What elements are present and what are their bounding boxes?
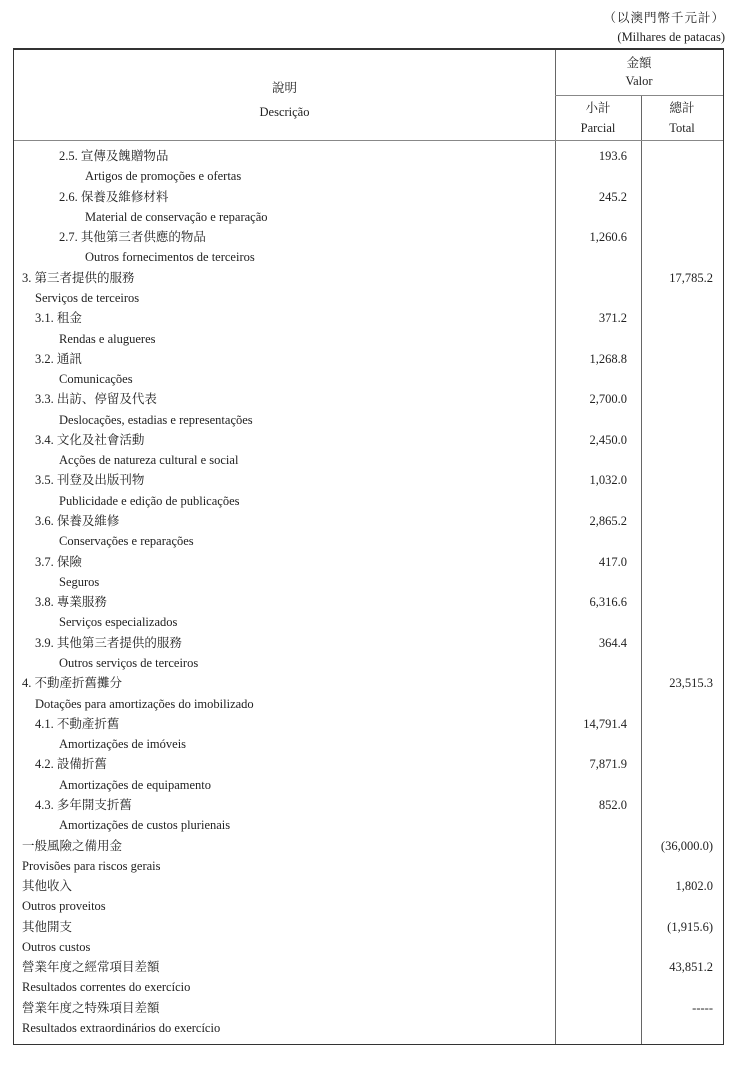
row-description: 3.7. 保險 [35, 554, 82, 569]
row-description: Serviços de terceiros [35, 290, 140, 305]
row-description: 營業年度之經常項目差額 [22, 960, 160, 975]
row-parcial: 1,268.8 [589, 351, 627, 366]
table-row [14, 450, 723, 470]
table-row [14, 247, 723, 267]
header-total [641, 98, 723, 138]
table-row [14, 227, 723, 247]
table-row [14, 653, 723, 673]
header-total-zh: 總計 [669, 101, 695, 115]
row-description: Amortizações de equipamento [59, 777, 212, 792]
table-row [14, 1018, 723, 1038]
row-description: Provisões para riscos gerais [22, 858, 161, 873]
table-row [14, 430, 723, 450]
table-row [14, 836, 723, 856]
row-parcial: 2,865.2 [589, 514, 627, 529]
row-description: Artigos de promoções e ofertas [85, 169, 242, 184]
row-description: 4.1. 不動產折舊 [35, 716, 120, 731]
unit-label-zh: （以澳門幣千元計） [603, 11, 725, 25]
row-description: 3. 第三者提供的服務 [22, 270, 135, 285]
row-description: 2.5. 宣傳及餽贈物品 [59, 149, 169, 163]
table-row [14, 795, 723, 815]
header-divider [14, 140, 723, 141]
table-row [14, 349, 723, 369]
table-row [14, 633, 723, 653]
row-description: Outros serviços de terceiros [59, 656, 199, 670]
table-row [14, 775, 723, 795]
table-row [14, 389, 723, 409]
header-desc-zh: 說明 [271, 81, 297, 95]
row-parcial: 6,316.6 [589, 595, 627, 610]
header-parcial-pt: Parcial [580, 121, 616, 135]
row-parcial: 193.6 [598, 149, 627, 163]
row-description: Comunicações [59, 372, 133, 387]
table-row [14, 187, 723, 207]
table-row [14, 552, 723, 572]
row-description: 3.8. 專業服務 [35, 595, 107, 610]
row-total: ----- [692, 1000, 713, 1015]
row-total: (1,915.6) [667, 919, 713, 934]
row-parcial: 371.2 [598, 311, 627, 326]
table-row [14, 612, 723, 632]
expense-table [13, 48, 724, 1045]
header-parcial [555, 98, 641, 138]
table-row [14, 470, 723, 490]
row-description: Publicidade e edição de publicações [59, 493, 240, 508]
row-total: 23,515.3 [669, 676, 713, 691]
header-divider [555, 95, 723, 96]
table-row [14, 592, 723, 612]
row-description: 3.9. 其他第三者提供的服務 [35, 635, 182, 650]
table-row [14, 511, 723, 531]
row-parcial: 7,871.9 [589, 757, 627, 772]
row-parcial: 852.0 [598, 797, 627, 812]
row-parcial: 364.4 [598, 635, 627, 650]
table-row [14, 856, 723, 876]
row-parcial: 14,791.4 [583, 716, 627, 731]
row-total: 1,802.0 [675, 879, 713, 894]
row-description: 4.2. 設備折舊 [35, 757, 107, 772]
table-row [14, 734, 723, 754]
row-description: 4.3. 多年開支折舊 [35, 797, 132, 812]
row-description: Acções de natureza cultural e social [59, 453, 239, 468]
row-description: Amortizações de imóveis [59, 737, 187, 752]
row-description: Conservações e reparações [59, 534, 194, 549]
table-row [14, 815, 723, 835]
row-parcial: 1,260.6 [589, 230, 627, 245]
row-description: 3.3. 出訪、停留及代表 [35, 392, 157, 407]
row-description: 其他收入 [22, 879, 73, 894]
header-parcial-zh: 小計 [585, 101, 611, 115]
header-total-pt: Total [669, 121, 695, 135]
unit-label-pt: (Milhares de patacas) [617, 30, 725, 44]
table-row [14, 572, 723, 592]
row-description: 2.7. 其他第三者供應的物品 [59, 230, 206, 245]
row-description: 4. 不動產折舊攤分 [22, 676, 123, 691]
row-description: Resultados extraordinários do exercício [22, 1021, 221, 1036]
row-total: (36,000.0) [660, 838, 713, 853]
row-description: 3.1. 租金 [35, 311, 82, 326]
table-row [14, 673, 723, 693]
table-row [14, 694, 723, 714]
header-valor-zh: 金額 [626, 56, 652, 70]
table-row [14, 288, 723, 308]
table-row [14, 166, 723, 186]
table-row [14, 268, 723, 288]
row-parcial: 417.0 [598, 554, 627, 569]
header-desc-pt: Descrição [259, 105, 310, 119]
row-description: Resultados correntes do exercício [22, 980, 191, 995]
row-description: Outros proveitos [22, 899, 106, 914]
table-row [14, 207, 723, 227]
row-description: 營業年度之特殊項目差額 [22, 1000, 160, 1015]
table-row [14, 308, 723, 328]
table-row [14, 957, 723, 977]
row-description: 一般風險之備用金 [22, 838, 123, 853]
table-row [14, 714, 723, 734]
row-description: 2.6. 保養及維修材料 [59, 189, 169, 204]
row-description: Serviços especializados [59, 615, 178, 630]
row-parcial: 1,032.0 [589, 473, 627, 488]
table-row [14, 937, 723, 957]
table-row [14, 531, 723, 551]
header-valor [555, 54, 723, 90]
table-row [14, 369, 723, 389]
table-row [14, 977, 723, 997]
table-row [14, 896, 723, 916]
row-description: Material de conservação e reparação [85, 209, 268, 224]
row-description: Rendas e alugueres [59, 331, 156, 346]
header-description [14, 76, 555, 124]
table-row [14, 876, 723, 896]
table-row [14, 998, 723, 1018]
row-parcial: 2,450.0 [589, 432, 627, 447]
row-description: 3.5. 刊登及出版刊物 [35, 473, 145, 488]
row-description: Dotações para amortizações do imobilizado [35, 696, 254, 711]
table-row [14, 146, 723, 166]
row-description: Outros fornecimentos de terceiros [85, 250, 255, 265]
table-row [14, 491, 723, 511]
table-row [14, 410, 723, 430]
row-total: 43,851.2 [669, 960, 713, 975]
row-description: 其他開支 [22, 919, 73, 934]
table-row [14, 754, 723, 774]
table-row [14, 329, 723, 349]
row-parcial: 2,700.0 [589, 392, 627, 407]
row-description: Amortizações de custos plurienais [59, 818, 231, 833]
row-description: Outros custos [22, 939, 91, 954]
table-row [14, 917, 723, 937]
row-description: Seguros [59, 574, 100, 589]
row-description: Deslocações, estadias e representações [59, 412, 253, 427]
row-description: 3.4. 文化及社會活動 [35, 432, 145, 447]
header-valor-pt: Valor [625, 74, 653, 88]
row-parcial: 245.2 [598, 189, 627, 204]
row-description: 3.6. 保養及維修 [35, 514, 120, 529]
row-total: 17,785.2 [669, 270, 713, 285]
row-description: 3.2. 通訊 [35, 351, 82, 366]
